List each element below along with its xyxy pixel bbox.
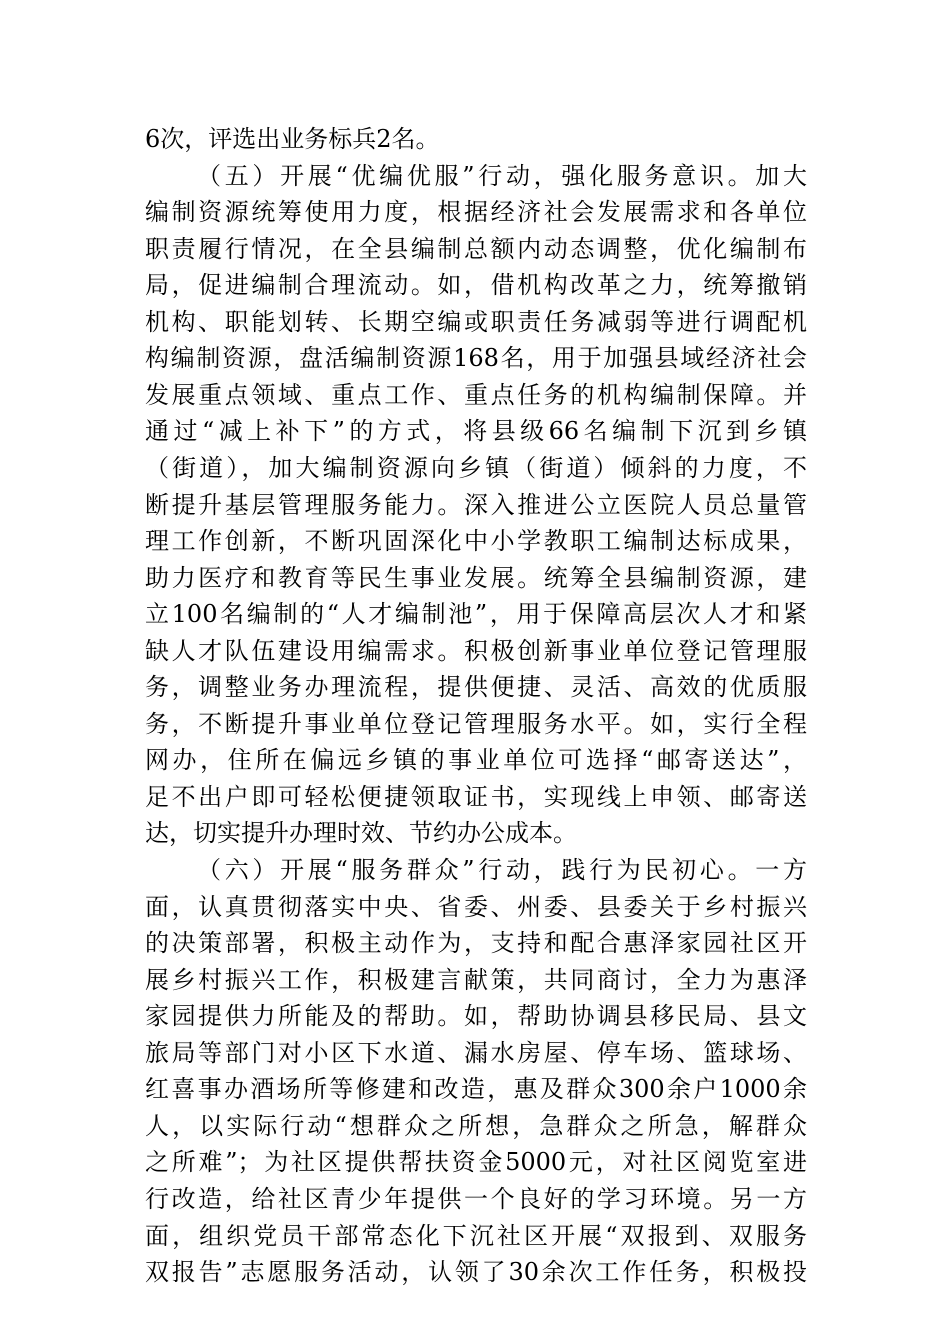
text-line: 务，调整业务办理流程，提供便捷、灵活、高效的优质服 [145,673,807,702]
text-line: （街道），加大编制资源向乡镇（街道）倾斜的力度，不 [145,453,807,482]
text-line: 足不出户即可轻松便捷领取证书，实现线上申领、邮寄送 [145,782,807,811]
text-line: 务，不断提升事业单位登记管理服务水平。如，实行全程 [145,709,807,738]
text-line: 发展重点领域、重点工作、重点任务的机构编制保障。并 [145,380,807,409]
text-line: 构编制资源，盘活编制资源168名，用于加强县域经济社会 [145,344,807,373]
text-line: 网办，住所在偏远乡镇的事业单位可选择“邮寄送达”， [145,746,807,775]
text-line: 机构、职能划转、长期空编或职责任务减弱等进行调配机 [145,307,807,336]
text-line: 职责履行情况，在全县编制总额内动态调整，优化编制布 [145,234,807,263]
text-line: 达，切实提升办理时效、节约办公成本。 [145,819,577,848]
text-line: 展乡村振兴工作，积极建言献策，共同商讨，全力为惠泽 [145,965,807,994]
text-line: 助力医疗和教育等民生事业发展。统筹全县编制资源，建 [145,563,807,592]
text-line: 立100名编制的“人才编制池”，用于保障高层次人才和紧 [145,600,807,629]
text-line: 人，以实际行动“想群众之所想，急群众之所急，解群众 [145,1111,807,1140]
text-line: 编制资源统筹使用力度，根据经济社会发展需求和各单位 [145,198,807,227]
text-line: 通过“减上补下”的方式，将县级66名编制下沉到乡镇 [145,417,807,446]
text-line: 面，认真贯彻落实中央、省委、州委、县委关于乡村振兴 [145,892,807,921]
text-line: 断提升基层管理服务能力。深入推进公立医院人员总量管 [145,490,807,519]
text-line: 理工作创新，不断巩固深化中小学教职工编制达标成果， [145,527,807,555]
text-line: 6次，评选出业务标兵2名。 [145,125,440,153]
text-line: （五）开展“优编优服”行动，强化服务意识。加大 [197,161,807,190]
text-line: 面，组织党员干部常态化下沉社区开展“双报到、双服务 [145,1221,807,1250]
document-page [145,0,807,1344]
text-line: 红喜事办酒场所等修建和改造，惠及群众300余户1000余 [145,1075,807,1104]
text-line: 旅局等部门对小区下水道、漏水房屋、停车场、篮球场、 [145,1038,807,1067]
text-line: 之所难”；为社区提供帮扶资金5000元，对社区阅览室进 [145,1148,807,1177]
text-line: 双报告”志愿服务活动，认领了30余次工作任务，积极投 [145,1258,807,1286]
text-line: 行改造，给社区青少年提供一个良好的学习环境。另一方 [145,1184,807,1213]
text-line: 家园提供力所能及的帮助。如，帮助协调县移民局、县文 [145,1002,807,1031]
text-line: 的决策部署，积极主动作为，支持和配合惠泽家园社区开 [145,929,807,958]
text-line: 局，促进编制合理流动。如，借机构改革之力，统筹撤销 [145,271,807,300]
text-line: 缺人才队伍建设用编需求。积极创新事业单位登记管理服 [145,636,807,665]
text-line: （六）开展“服务群众”行动，践行为民初心。一方 [197,856,807,884]
